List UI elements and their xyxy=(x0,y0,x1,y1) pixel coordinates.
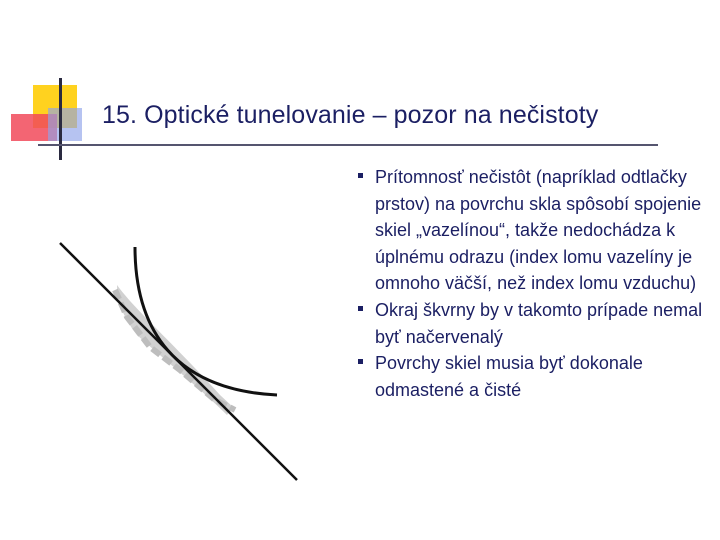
title-underline xyxy=(38,144,658,146)
vaseline-layer xyxy=(117,285,233,415)
bullet-text: Okraj škvrny by v takomto prípade nemal byť načervenalý xyxy=(375,299,703,347)
bullet-item xyxy=(358,350,708,403)
bullet-text: Prítomnosť nečistôt (napríklad odtlačky prstov) na povrchu skla spôsobí spojenie skiel „vazelínou“, takže nedochádza k úplnému odrazu (index lomu vazelíny je omnoho väčší, než index lomu vzduchu) xyxy=(375,167,702,294)
logo-vertical-line xyxy=(59,78,62,160)
bullet-text: Povrchy skiel musia byť dokonale odmastené a čisté xyxy=(375,353,643,400)
bullet-square-icon xyxy=(358,173,363,178)
bullet-item xyxy=(358,164,708,297)
glass-contact-diagram xyxy=(55,235,305,485)
slide-title: 15. Optické tunelovanie – pozor na nečistoty xyxy=(102,101,599,129)
bullet-square-icon xyxy=(358,359,363,364)
bullet-list xyxy=(358,164,708,403)
curved-glass-surface xyxy=(135,247,277,395)
logo-blue-square xyxy=(48,108,82,141)
bullet-item xyxy=(358,297,708,350)
bullet-square-icon xyxy=(358,306,363,311)
